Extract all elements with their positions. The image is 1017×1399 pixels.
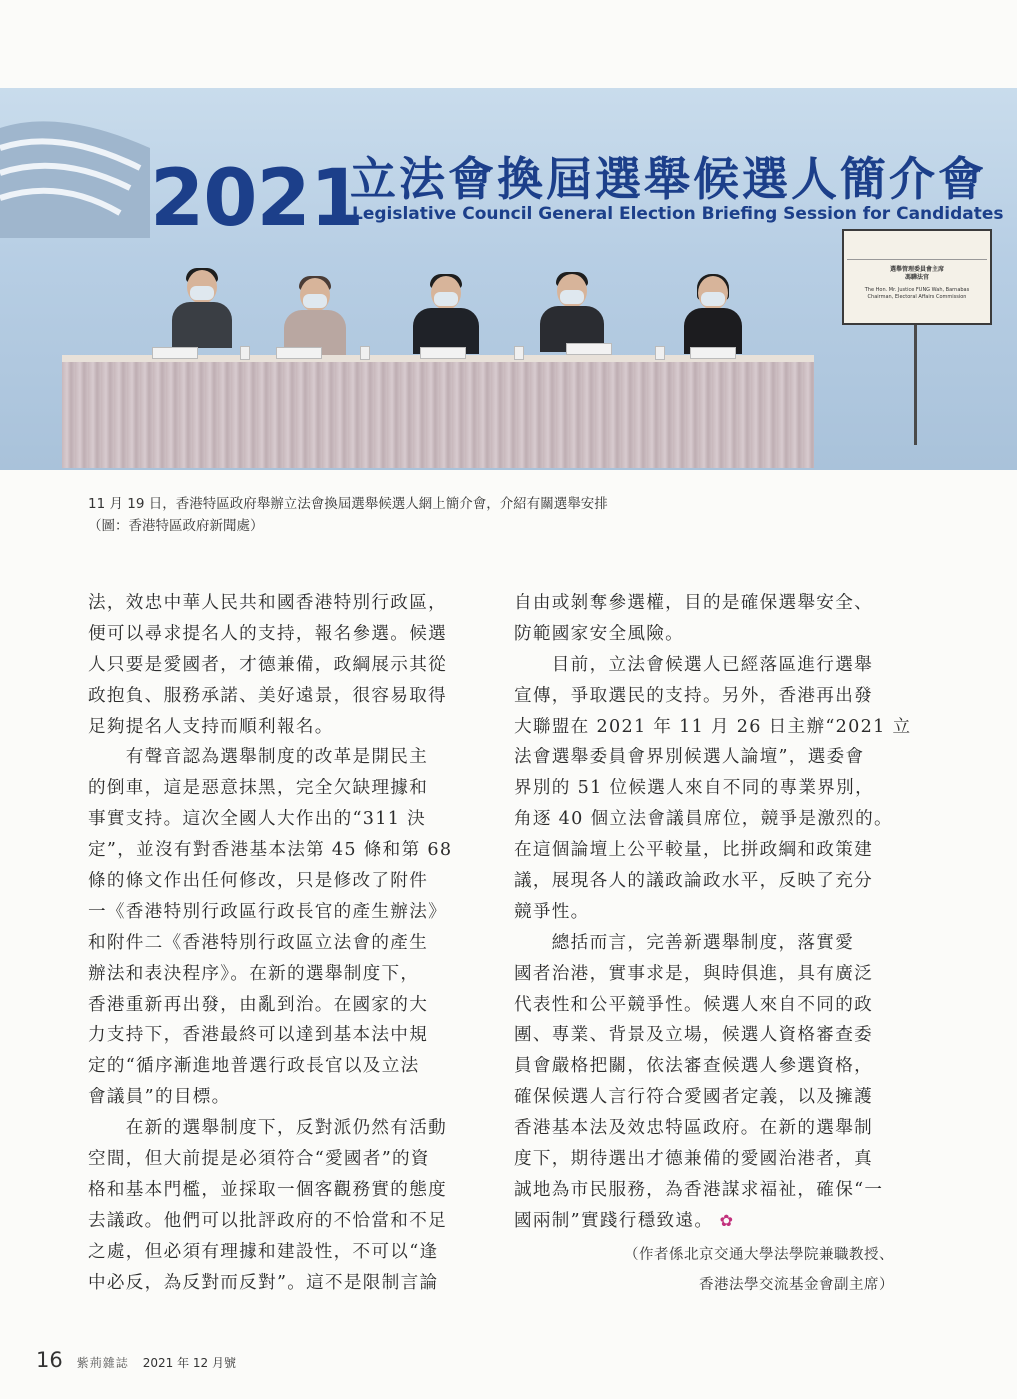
cup	[360, 346, 370, 360]
text-line	[514, 1206, 898, 1237]
text-line: 和附件二《香港特別行政區立法會的產生	[88, 932, 429, 953]
text-line: 會議員”的目標。	[88, 1087, 231, 1108]
text-line: 辦法和表決程序》。在新的選舉制度下，	[88, 963, 420, 984]
text-line: 去議政。他們可以批評政府的不恰當和不足	[88, 1210, 447, 1231]
banner-title-en: Legislative Council General Election Briefing Session for Candidates	[352, 204, 1004, 224]
flower-icon: ✿	[713, 1210, 735, 1230]
cup	[240, 346, 250, 360]
sign-name-en: The Hon. Mr. Justice FUNG Wah, Barnabas	[864, 286, 970, 293]
banner-title-zh: 立法會換屆選舉候選人簡介會	[350, 152, 987, 206]
author-byline	[514, 1240, 894, 1300]
text-line: 足夠提名人支持而順利報名。	[88, 716, 334, 737]
nameplate	[566, 343, 612, 355]
text-line: 中必反，為反對而反對”。這不是限制言論	[88, 1272, 439, 1293]
text-line: 之處，但必須有理據和建設性，不可以“逢	[88, 1241, 439, 1262]
banner-year: 2021	[150, 154, 364, 244]
text-line: 員會嚴格把關，依法審查候選人參選資格，	[514, 1056, 873, 1077]
byline-line-1: （作者係北京交通大學法學院兼職教授、	[624, 1247, 894, 1263]
tablecloth	[62, 362, 814, 468]
nameplate	[276, 347, 322, 359]
caption-line-2: （圖：香港特區政府新聞處）	[88, 518, 264, 534]
text-line: 格和基本門檻，並採取一個客觀務實的態度	[88, 1179, 447, 1200]
photo-caption	[88, 493, 968, 537]
text-line: 代表性和公平競爭性。候選人來自不同的政	[514, 994, 873, 1015]
text-line: 大聯盟在 2021 年 11 月 26 日主辦“2021 立	[514, 716, 912, 737]
text-line: 法，效忠中華人民共和國香港特別行政區，	[88, 593, 447, 613]
text-line: 條的條文作出任何修改，只是修改了附件	[88, 871, 429, 892]
sign-name: 馮驊法官	[904, 274, 929, 282]
text-line: 一《香港特別行政區行政長官的產生辦法》	[88, 901, 447, 922]
text-line: 團、專業、背景及立場，候選人資格審查委	[514, 1025, 873, 1046]
event-photo	[0, 88, 1017, 470]
text-line: 香港重新再出發，由亂到治。在國家的大	[88, 994, 429, 1015]
text-line: 在新的選舉制度下，反對派仍然有活動	[88, 1118, 447, 1139]
sign-role: 選舉管理委員會主席	[889, 266, 944, 273]
page-number: 16	[36, 1348, 63, 1372]
body-column-right	[514, 588, 912, 1237]
text-line: 自由或剝奪參選權，目的是確保選舉安全、	[514, 593, 873, 613]
speaker-sign	[842, 229, 992, 325]
text-line: 競爭性。	[514, 901, 590, 922]
text-line: 香港基本法及效忠特區政府。在新的選舉制	[514, 1118, 873, 1139]
byline-line-2: 香港法學交流基金會副主席）	[699, 1277, 894, 1293]
text-line: 有聲音認為選舉制度的改革是開民主	[88, 747, 429, 768]
text-line: 誠地為市民服務，為香港謀求福祉，確保“一	[514, 1179, 884, 1200]
text-line: 政抱負、服務承諾、美好遠景，很容易取得	[88, 685, 447, 706]
issue-date: 2021 年 12 月號	[142, 1356, 237, 1370]
nameplate	[152, 347, 198, 359]
text-line: 在這個論壇上公平較量，比拼政綱和政策建	[514, 840, 873, 861]
text-line: 人只要是愛國者，才德兼備，政綱展示其從	[88, 654, 447, 675]
building-graphic	[0, 88, 150, 238]
text-line: 空間，但大前提是必須符合“愛國者”的資	[88, 1149, 430, 1170]
cup	[514, 346, 524, 360]
text-line: 便可以尋求提名人的支持，報名參選。候選	[88, 623, 447, 644]
body-column-left	[88, 588, 480, 1298]
text-line: 宣傳，爭取選民的支持。另外，香港再出發	[514, 685, 873, 706]
sign-role-en: Chairman, Electoral Affairs Commission	[867, 293, 967, 300]
caption-line-1: 11 月 19 日，香港特區政府舉辦立法會換屆選舉候選人網上簡介會，介紹有關選舉安排	[88, 496, 608, 512]
page-footer	[36, 1348, 236, 1372]
magazine-name: 紫荊雜誌	[76, 1356, 129, 1370]
text-line: 議，展現各人的議政論政水平，反映了充分	[514, 871, 873, 892]
text-line: 界別的 51 位候選人來自不同的專業界別，	[514, 778, 874, 799]
nameplate	[690, 347, 736, 359]
sign-stand	[914, 325, 917, 445]
text-line: 定的“循序漸進地普選行政長官以及立法	[88, 1056, 420, 1077]
text-line: 角逐 40 個立法會議員席位，競爭是激烈的。	[514, 809, 893, 830]
text-line: 力支持下，香港最終可以達到基本法中規	[88, 1025, 429, 1046]
text-line: 確保候選人言行符合愛國者定義，以及擁護	[514, 1087, 873, 1108]
text-line: 法會選舉委員會界別候選人論壇”，選委會	[514, 747, 865, 768]
text-line-content: 國兩制”實踐行穩致遠。	[514, 1210, 714, 1231]
text-line: 定”，並沒有對香港基本法第 45 條和第 68	[88, 840, 453, 861]
text-line: 事實支持。這次全國人大作出的“311 決	[88, 809, 427, 830]
text-line: 國者治港，實事求是，與時俱進，具有廣泛	[514, 963, 873, 984]
nameplate	[420, 347, 466, 359]
text-line: 總括而言，完善新選舉制度，落實愛	[514, 932, 855, 953]
text-line: 的倒車，這是惡意抹黑，完全欠缺理據和	[88, 778, 429, 799]
text-line: 防範國家安全風險。	[514, 623, 685, 644]
text-line: 目前，立法會候選人已經落區進行選舉	[514, 654, 873, 675]
cup	[655, 346, 665, 360]
text-line: 度下，期待選出才德兼備的愛國治港者，真	[514, 1149, 873, 1170]
